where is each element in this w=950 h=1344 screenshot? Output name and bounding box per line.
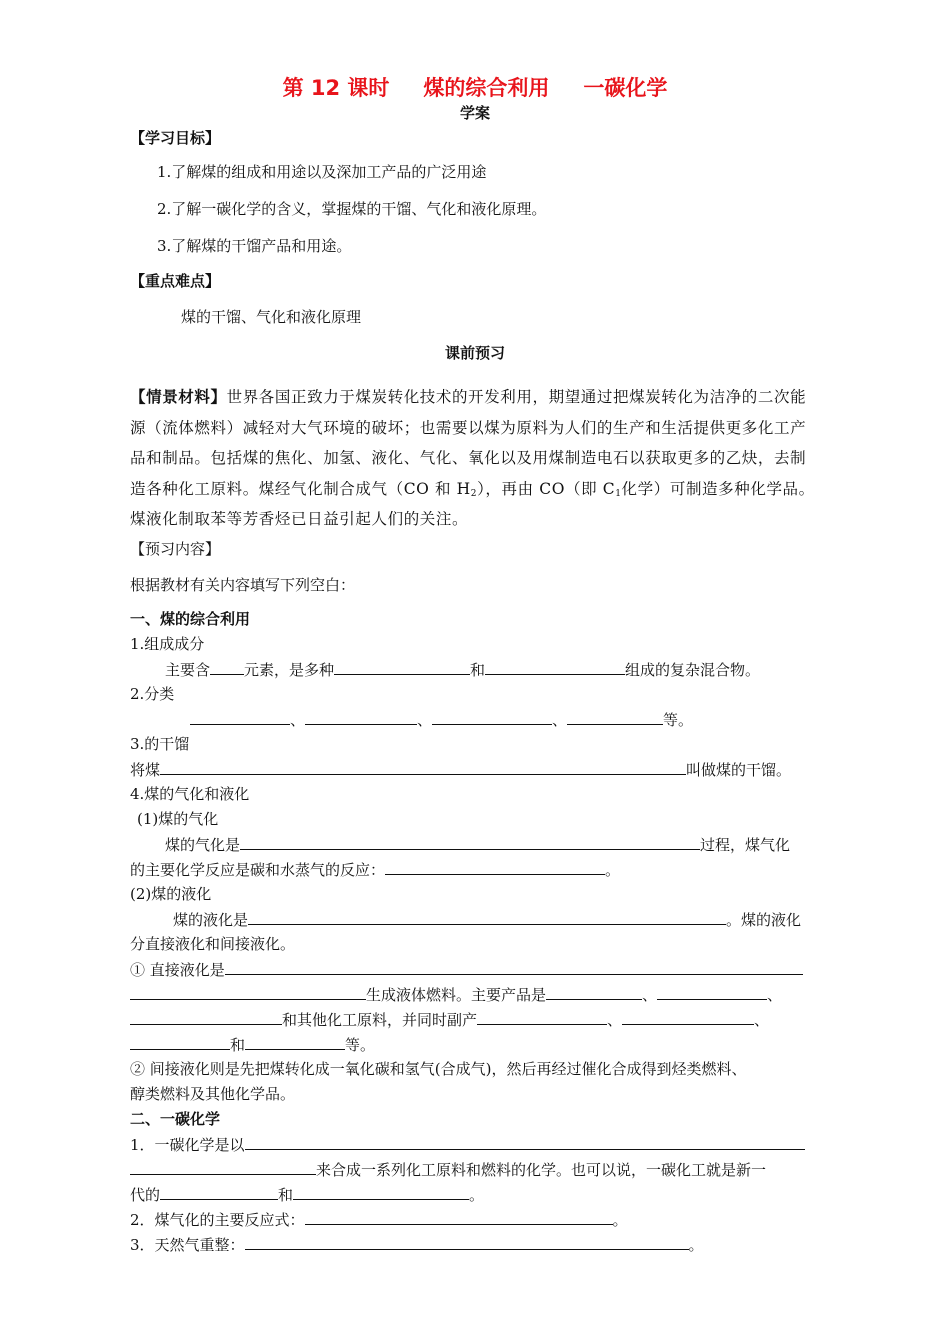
- item-title: 3.的干馏: [130, 735, 190, 753]
- indirect-liquefaction-text: 醇类燃料及其他化学品。: [130, 1085, 296, 1103]
- blank-element[interactable]: [210, 658, 244, 675]
- blank-compound-2[interactable]: [485, 658, 625, 675]
- distillation-line: 将煤 叫做煤的干馏。: [130, 758, 791, 781]
- blank-liquefaction[interactable]: [248, 908, 726, 925]
- blank-class-1[interactable]: [190, 708, 290, 725]
- material-label: 【情景材料】: [130, 388, 227, 406]
- blank-direct-liquefaction[interactable]: [225, 958, 803, 975]
- blank-byproduct-2[interactable]: [622, 1008, 754, 1025]
- key-points-heading: 【重点难点】: [130, 272, 221, 290]
- blank-product-3[interactable]: [130, 1008, 282, 1025]
- byproducts-line-cont: 和 等。: [130, 1033, 375, 1056]
- blank-gasification-equation[interactable]: [305, 1208, 613, 1225]
- indirect-liquefaction-text: ② 间接液化则是先把煤转化成一氧化碳和氢气(合成气)，然后再经过催化合成得到烃类燃料、: [130, 1060, 747, 1078]
- blank-c1-raw-material[interactable]: [245, 1133, 805, 1150]
- blank-c1-raw-material-cont[interactable]: [130, 1158, 316, 1175]
- composition-line: 主要含 元素，是多种 和 组成的复杂混合物。: [165, 658, 760, 681]
- blank-gas-reforming[interactable]: [245, 1233, 689, 1250]
- blank-product-1[interactable]: [546, 983, 642, 1000]
- section-heading: 二、一碳化学: [130, 1110, 221, 1128]
- blank-byproduct-4[interactable]: [245, 1033, 345, 1050]
- c1-chemistry-line: 1．一碳化学是以: [130, 1133, 805, 1156]
- preview-heading: 课前预习: [444, 344, 505, 362]
- blank-gasification[interactable]: [240, 833, 700, 850]
- blank-product-2[interactable]: [657, 983, 767, 1000]
- item-title: 4.煤的气化和液化: [130, 785, 250, 803]
- item-title: 2.分类: [130, 685, 175, 703]
- blank-class-4[interactable]: [567, 708, 663, 725]
- objectives-heading: 【学习目标】: [130, 129, 221, 147]
- blank-distillation[interactable]: [160, 758, 686, 775]
- c1-chemistry-line-2: 来合成一系列化工原料和燃料的化学。也可以说，一碳化工就是新一: [130, 1158, 766, 1181]
- subscript-2: 2: [470, 488, 478, 499]
- byproducts-line: 和其他化工原料，并同时副产 、 、: [130, 1008, 769, 1031]
- objective-item: 1.了解煤的组成和用途以及深加工产品的广泛用途: [157, 163, 487, 181]
- gasification-equation-line: 2．煤气化的主要反应式： 。: [130, 1208, 628, 1231]
- material-text: 世界各国正致力于煤炭转化技术的开发利用，期望通过把煤炭转化为洁净的二次能源（流体燃料）减轻对大气环境的破坏；也需要以煤为原料为人们的生产和生活提供更多化工产品和制品。包括煤的焦化、加氢、液化、气化、氧化以及用煤制造电石以获取更多的乙炔，去制造各种化工原料。煤经气化制合成气（CO 和 H: [130, 388, 807, 498]
- subscript-1: 1: [615, 488, 622, 499]
- section-heading: 一、煤的综合利用: [130, 610, 251, 628]
- key-points-text: 煤的干馏、气化和液化原理: [181, 308, 362, 326]
- gasification-reaction-line: 的主要化学反应是碳和水蒸气的反应： 。: [130, 858, 620, 881]
- page-title: [0, 74, 950, 102]
- material-text: ），再由 CO（即 C: [477, 479, 616, 498]
- objective-item: 2.了解一碳化学的含义，掌握煤的干馏、气化和液化原理。: [157, 200, 547, 218]
- gasification-line: 煤的气化是 过程，煤气化: [165, 833, 790, 856]
- blank-byproduct-1[interactable]: [477, 1008, 607, 1025]
- page-subtitle: 学案: [459, 104, 490, 122]
- gas-reforming-line: 3．天然气重整： 。: [130, 1233, 704, 1256]
- blank-byproduct-3[interactable]: [130, 1033, 230, 1050]
- title-topic: 煤的综合利用: [423, 76, 550, 100]
- classification-line: 、 、 、 等。: [190, 708, 693, 731]
- blank-gasification-reaction[interactable]: [385, 858, 605, 875]
- item-title: 1.组成成分: [130, 635, 205, 653]
- scenario-material: [130, 382, 820, 535]
- material-text: 化学）可制造多种化学品。煤液化制取苯等芳香烃已日益引起人们的关注。: [130, 479, 815, 528]
- c1-chemistry-line-3: 代的 和 。: [130, 1183, 484, 1206]
- blank-class-2[interactable]: [305, 708, 417, 725]
- title-lesson: 第 12 课时: [282, 76, 390, 100]
- title-subtopic: 一碳化学: [583, 76, 668, 100]
- preview-content-label: 【预习内容】: [130, 540, 221, 558]
- fill-instruction: 根据教材有关内容填写下列空白：: [130, 576, 356, 594]
- liquefaction-line: 煤的液化是 。煤的液化: [173, 908, 801, 931]
- sub-item-title: (1)煤的气化: [137, 810, 219, 828]
- blank-class-3[interactable]: [432, 708, 552, 725]
- blank-compound-1[interactable]: [334, 658, 470, 675]
- blank-new-gen-2[interactable]: [293, 1183, 469, 1200]
- direct-liquefaction-line: ① 直接液化是: [130, 958, 803, 981]
- blank-new-gen-1[interactable]: [160, 1183, 278, 1200]
- objective-item: 3.了解煤的干馏产品和用途。: [157, 237, 352, 255]
- liquefaction-types: 分直接液化和间接液化。: [130, 935, 296, 953]
- sub-item-title: (2)煤的液化: [130, 885, 212, 903]
- direct-products-line: 生成液体燃料。主要产品是 、 、: [130, 983, 782, 1006]
- blank-direct-liquefaction-cont[interactable]: [130, 983, 366, 1000]
